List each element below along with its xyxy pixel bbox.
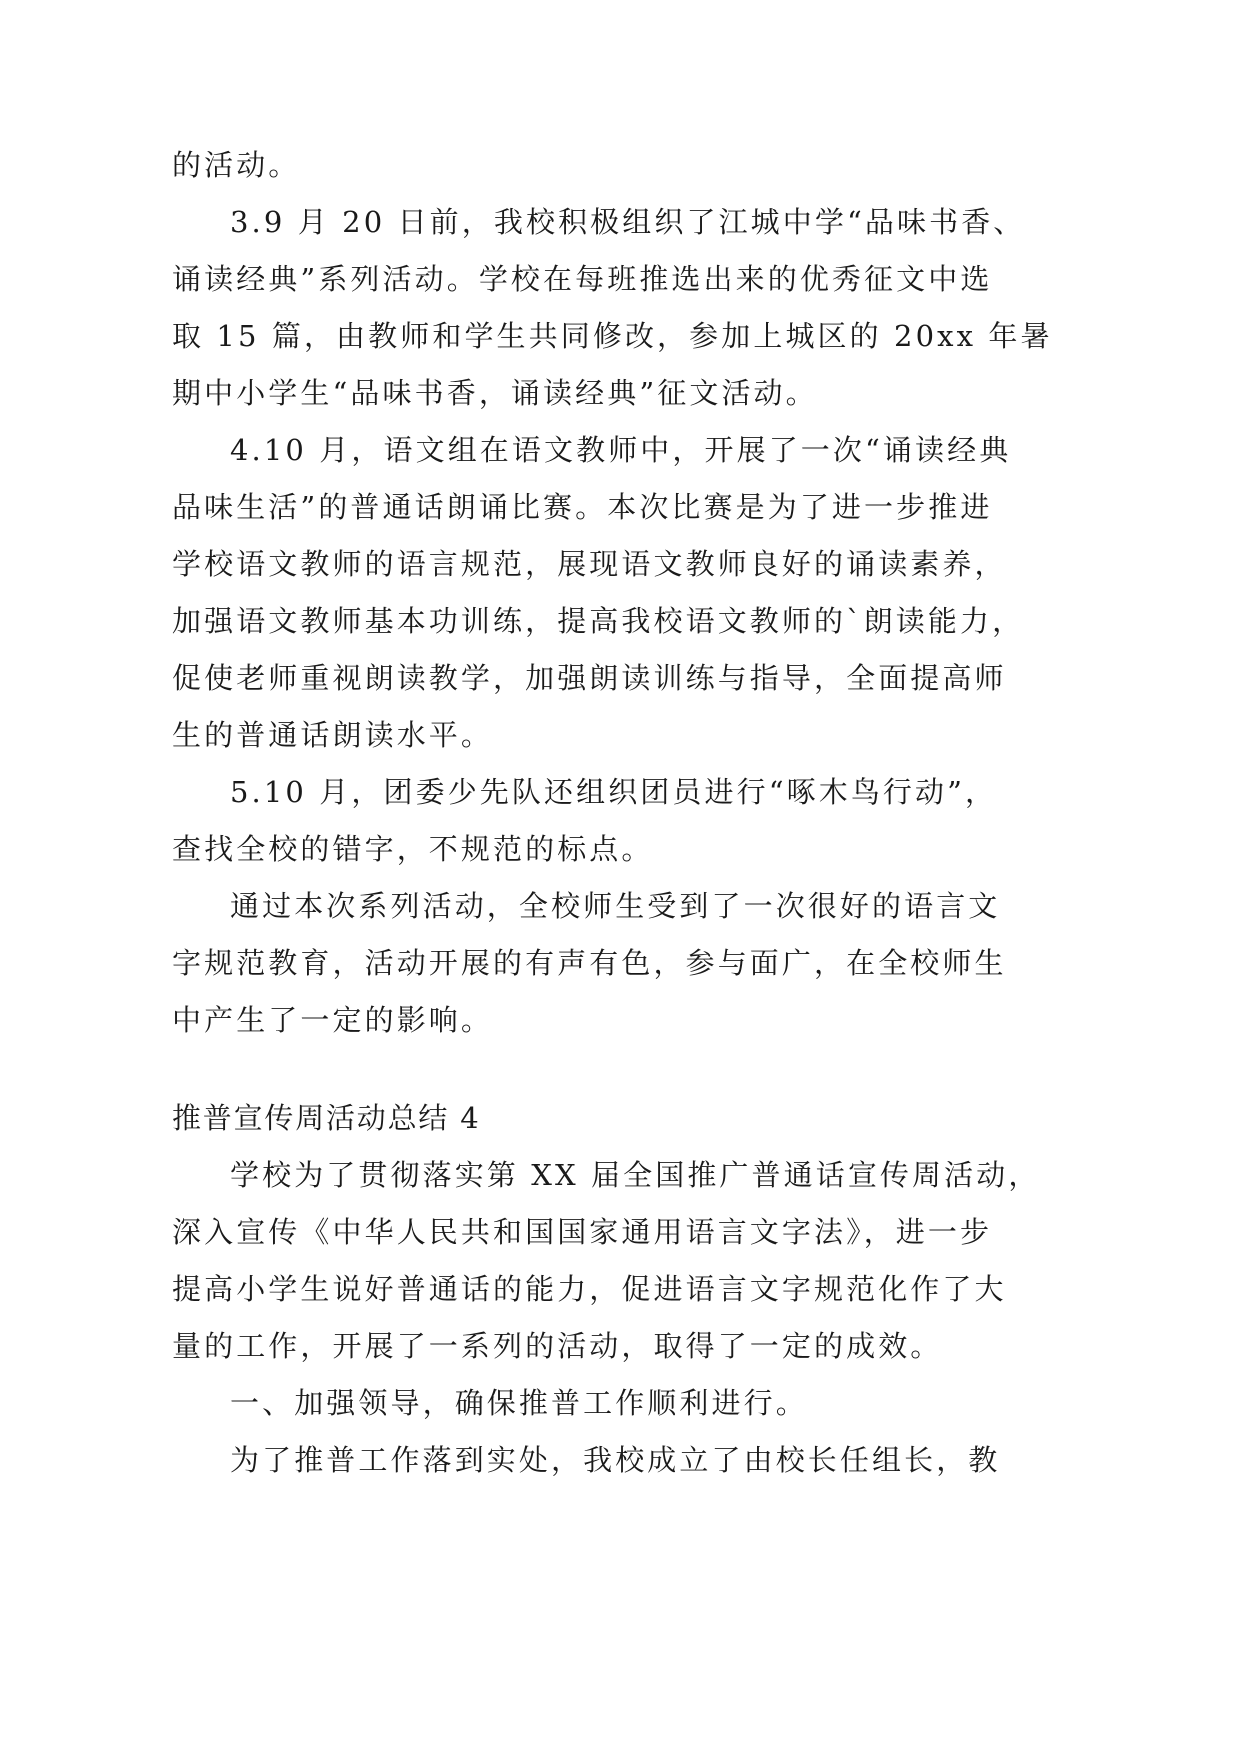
text-line-23: 为了推普工作落到实处，我校成立了由校长任组长，教 xyxy=(230,1443,1001,1477)
text-line-16: 中产生了一定的影响。 xyxy=(172,1003,494,1037)
section-heading: 推普宣传周活动总结 4 xyxy=(172,1101,481,1135)
text-line-22: 一、加强领导，确保推普工作顺利进行。 xyxy=(230,1386,808,1420)
text-line-14: 通过本次系列活动，全校师生受到了一次很好的语言文 xyxy=(230,889,1001,923)
text-line-1: 的活动。 xyxy=(172,148,301,182)
text-line-9: 加强语文教师基本功训练，提高我校语文教师的`朗读能力， xyxy=(172,604,1025,638)
text-line-12: 5.10 月，团委少先队还组织团员进行“啄木鸟行动”， xyxy=(230,775,998,809)
text-line-3: 诵读经典”系列活动。学校在每班推选出来的优秀征文中选 xyxy=(172,262,993,296)
text-line-2: 3.9 月 20 日前，我校积极组织了江城中学“品味书香、 xyxy=(230,205,1026,239)
text-line-20: 提高小学生说好普通话的能力，促进语言文字规范化作了大 xyxy=(172,1272,1007,1306)
text-line-15: 字规范教育，活动开展的有声有色，参与面广，在全校师生 xyxy=(172,946,1007,980)
text-line-5: 期中小学生“品味书香，诵读经典”征文活动。 xyxy=(172,376,818,410)
text-line-8: 学校语文教师的语言规范，展现语文教师良好的诵读素养， xyxy=(172,547,1007,581)
text-line-6: 4.10 月，语文组在语文教师中，开展了一次“诵读经典 xyxy=(230,433,1012,467)
text-line-4: 取 15 篇，由教师和学生共同修改，参加上城区的 20xx 年暑 xyxy=(172,319,1053,353)
text-line-19: 深入宣传《中华人民共和国国家通用语言文字法》，进一步 xyxy=(172,1215,993,1249)
text-line-10: 促使老师重视朗读教学，加强朗读训练与指导，全面提高师 xyxy=(172,661,1007,695)
text-line-13: 查找全校的错字，不规范的标点。 xyxy=(172,832,654,866)
text-line-21: 量的工作，开展了一系列的活动，取得了一定的成效。 xyxy=(172,1329,943,1363)
text-line-11: 生的普通话朗读水平。 xyxy=(172,718,494,752)
text-line-18: 学校为了贯彻落实第 XX 届全国推广普通话宣传周活动， xyxy=(230,1158,1041,1192)
text-line-7: 品味生活”的普通话朗诵比赛。本次比赛是为了进一步推进 xyxy=(172,490,993,524)
